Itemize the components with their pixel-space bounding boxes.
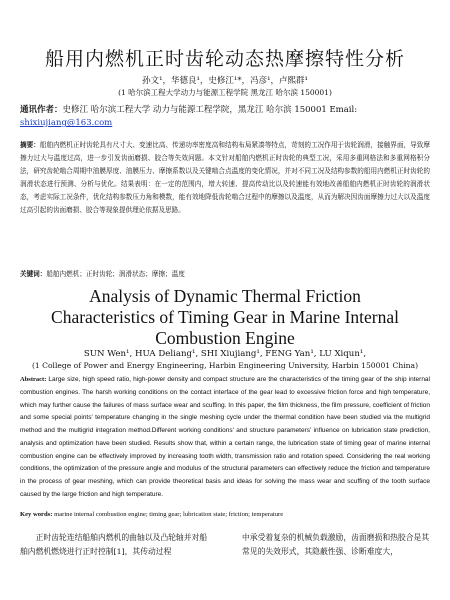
title-en-line: Combustion Engine [155,328,295,348]
abstract-cn-text: 船舶内燃机正时齿轮具有尺寸大、变速比高、传递功率密度高和结构布局紧凑等特点，苛刻的工况作用于齿轮润滑，接触界面，导致摩擦力过大与温度过高，进一步引发齿面磨损、胶合等失效问题。本文针对船舶内燃机正时齿轮的典型工况，采用多重网格法和多重网格积分法，研究齿轮啮合周期中油膜厚度、油膜压力、摩擦系数以及关键啮合点温度的变化情况，并对不同工况及结构参数的船用内燃机正时齿轮的润滑状态进行预测、分析与优化。结果表明：在一定的范围内，增大转速、提高传动比以及转速能有效地改善船舶内燃机正时齿轮的润滑状态，考虑实际工况条件，优化结构参数压力角和模数，能有效地降低齿轮啮合过程中的摩擦以及温度，从而为解决因齿面摩擦力过大以及温度过高引起的齿面磨损、胶合等现象提供理论依据及思路。 [20,141,431,214]
keywords-en [20,511,430,518]
keywords-en-text: marine internal combustion engine; timing gear; lubrication state; friction; temperature [54,511,284,518]
corresponding-author [20,104,430,130]
email-link[interactable]: shixiujiang@163.com [20,118,113,128]
abstract-en [20,374,430,502]
paper-title-en [0,286,450,349]
abstract-cn [20,139,430,216]
keywords-cn-text: 船舶内燃机；正时齿轮；润滑状态；摩擦；温度 [46,270,185,278]
contact-label: 通讯作者： [20,105,63,115]
body-column-right: 中承受着复杂的机械负载激励，齿面磨损和热胶合是其常见的失效形式，其隐蔽性强、诊断难度大， [242,533,430,556]
keywords-en-label: Key words: [20,511,53,518]
abstract-en-label: Abstract: [20,376,47,383]
abstract-cn-label: 摘要： [20,141,40,149]
authors-cn: 孙文¹，华德良¹，史修江¹*，冯彦¹，卢熙群¹ [142,76,308,86]
affiliation-cn: (1 哈尔滨工程大学动力与能源工程学院 黑龙江 哈尔滨 150001) [118,88,332,97]
abstract-en-text: Large size, high speed ratio, high-power density and compact structure are the characteristics of the timing gear of the ship internal combustion engines. The harsh working conditions on the contact interface of the gear lead to excessive friction force and high temperature, which may further cause the failures of mass surface wear and scuffing. In this paper, the film thickness, the film pressure, coefficient of friction and some special points' temperature changing in the single meshing cycle under the thermal condition have been studied via the multigrid method and the multigrid integration method.Different working conditions' and structure parameters' influence on lubrication state prediction, analysis and optimization have been studied. Results show that, within a certain range, the lubrication state of timing gear of marine internal combustion engine can be effectively improved by increasing tooth width, transmission ratio and rotation speed. Considering the real working conditions, the optimization of the pressure angle and modulus of the structural parameters can effectively reduce the friction and temperature in the process of gear meshing, which can provide theoretical basis and ideas for solving the mass wear and scuffing of the tooth surface caused by the large friction and high temperature. [20,376,430,498]
title-en-line: Analysis of Dynamic Thermal Friction [89,286,361,306]
body-column-left: 正时齿轮连结船舶内燃机的曲轴以及凸轮轴并对船舶内燃机燃烧进行正时控制[1]，其传动过程 [20,533,208,556]
keywords-cn-label: 关键词： [20,270,47,278]
paper-title-cn: 船用内燃机正时齿轮动态热摩擦特性分析 [44,48,405,70]
keywords-cn [20,268,430,278]
title-en-line: Characteristics of Timing Gear in Marine Internal [51,307,399,327]
contact-text: 史修江 哈尔滨工程大学 动力与能源工程学院，黑龙江 哈尔滨 150001 Email: [62,105,358,115]
authors-en: SUN Wen¹, HUA Deliang¹, SHI Xiujiang¹, FENG Yan¹, LU Xiqun¹, [83,349,367,359]
affiliation-en: (1 College of Power and Energy Engineering, Harbin Engineering University, Harbin 150001 China) [31,361,419,370]
